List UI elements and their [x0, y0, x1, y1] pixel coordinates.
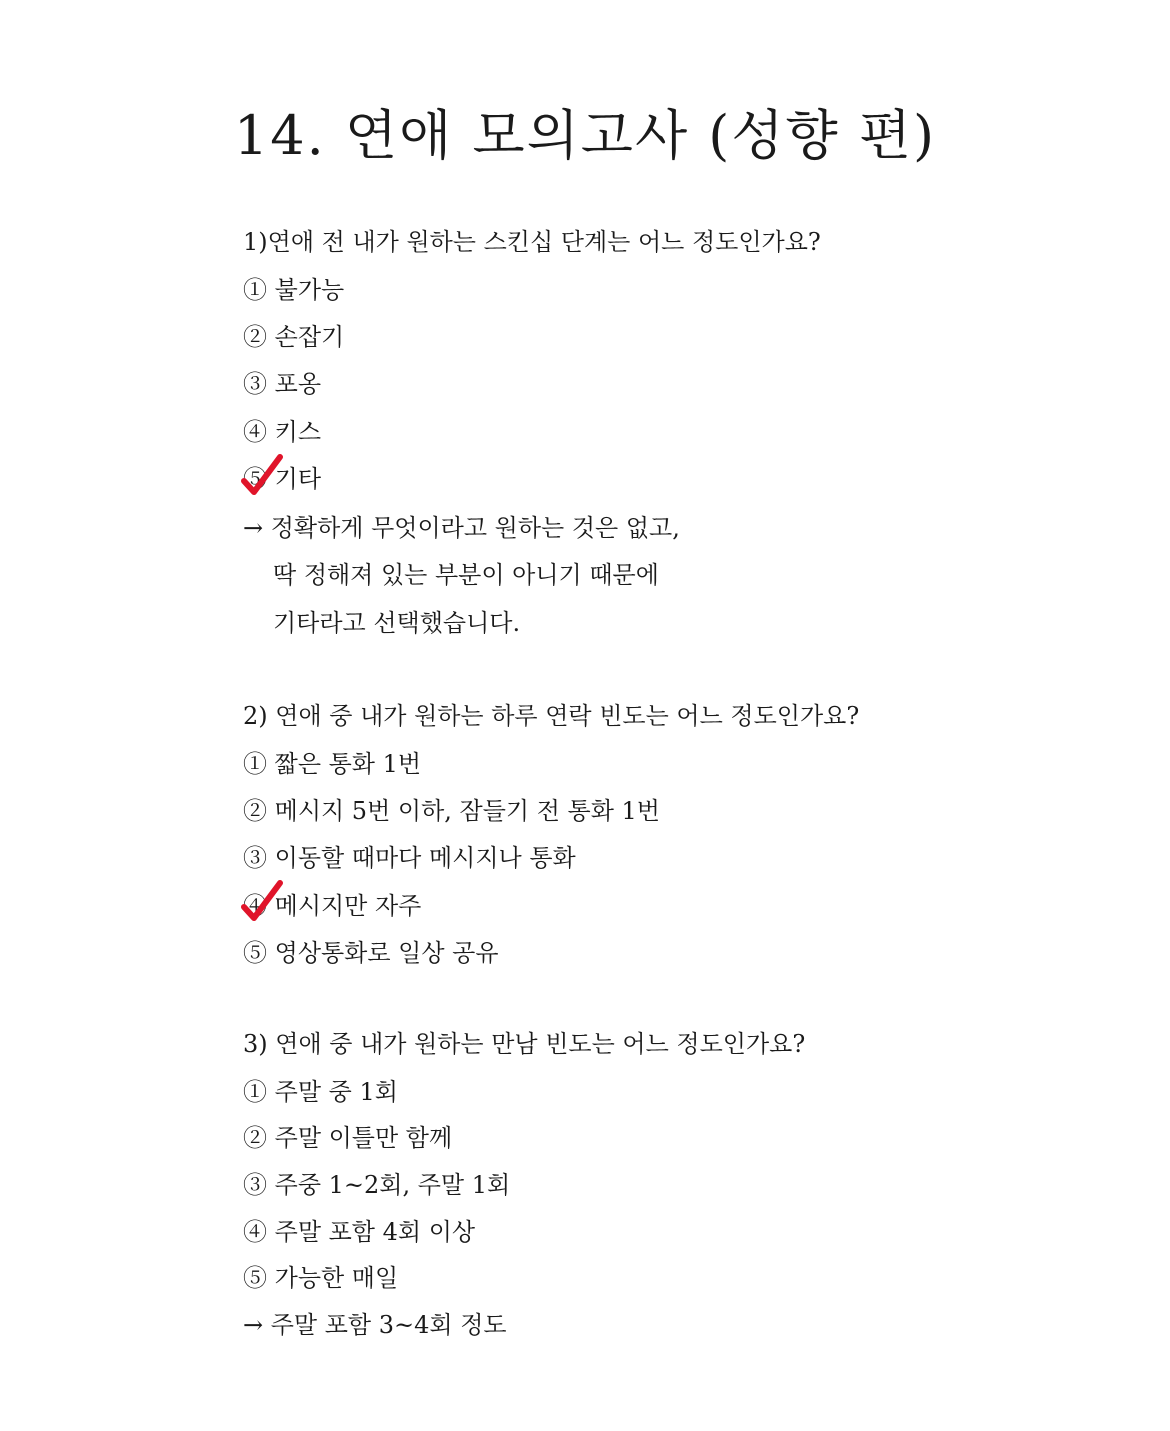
question-3-option-1: ① 주말 중 1회: [243, 1078, 398, 1106]
question-2-option-3: ③ 이동할 때마다 메시지나 통화: [243, 844, 576, 872]
question-1-option-2: ② 손잡기: [243, 323, 345, 351]
question-1-answer-line-1: → 정확하게 무엇이라고 원하는 것은 없고,: [243, 514, 680, 542]
question-3-option-2: ② 주말 이틀만 함께: [243, 1124, 453, 1152]
question-2-option-1: ① 짧은 통화 1번: [243, 750, 422, 778]
question-1-option-3: ③ 포옹: [243, 370, 321, 398]
question-1-prompt: 1)연애 전 내가 원하는 스킨십 단계는 어느 정도인가요?: [243, 228, 821, 256]
question-3-answer-line-1: → 주말 포함 3~4회 정도: [243, 1311, 507, 1339]
question-2-option-4: ④ 메시지만 자주: [243, 892, 422, 920]
question-1-answer-line-2: 딱 정해져 있는 부분이 아니기 때문에: [273, 561, 659, 589]
check-mark-icon: [240, 878, 290, 924]
question-1-option-4: ④ 키스: [243, 418, 321, 446]
question-3-prompt: 3) 연애 중 내가 원하는 만남 빈도는 어느 정도인가요?: [243, 1030, 806, 1058]
page-title: 14. 연애 모의고사 (성향 편): [233, 104, 937, 167]
question-3-option-4: ④ 주말 포함 4회 이상: [243, 1218, 476, 1246]
question-2-option-2: ② 메시지 5번 이하, 잠들기 전 통화 1번: [243, 797, 660, 825]
question-1-answer-line-3: 기타라고 선택했습니다.: [273, 609, 521, 637]
question-2-option-5: ⑤ 영상통화로 일상 공유: [243, 939, 499, 967]
check-mark-icon: [240, 452, 290, 498]
question-1-option-5: ⑤ 기타: [243, 465, 321, 493]
question-3-option-5: ⑤ 가능한 매일: [243, 1264, 399, 1292]
question-2-prompt: 2) 연애 중 내가 원하는 하루 연락 빈도는 어느 정도인가요?: [243, 702, 860, 730]
question-3-option-3: ③ 주중 1~2회, 주말 1회: [243, 1171, 511, 1199]
question-1-option-1: ① 불가능: [243, 276, 345, 304]
